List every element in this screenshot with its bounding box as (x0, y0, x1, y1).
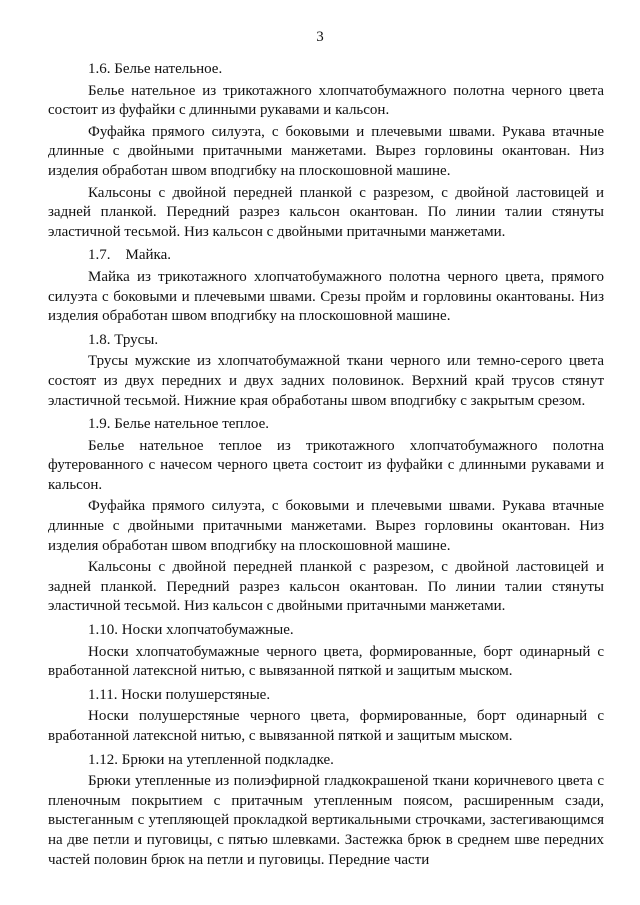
paragraph: Носки хлопчатобумажные черного цвета, формированные, борт одинарный с вработанной латексной нитью, с вывязанной пяткой и защитым мыском. (48, 643, 604, 680)
document-body (48, 56, 604, 870)
paragraph: Фуфайка прямого силуэта, с боковыми и плечевыми швами. Рукава втачные длинные с двойными притачными манжетами. Вырез горловины окантован. Низ изделия обработан швом вподгибку на плоскошовной машине. (48, 498, 604, 554)
paragraph: Носки полушерстяные черного цвета, формированные, борт одинарный с вработанной латексной нитью, с вывязанной пяткой и защитым мыском. (48, 708, 604, 744)
paragraph: Кальсоны с двойной передней планкой с разрезом, с двойной ластовицей и задней планкой. Передний разрез кальсон окантован. По линии талии стянуты эластичной тесьмой. Низ кальсон с двойными притачными манжетами. (48, 184, 604, 240)
section-heading: 1.11. Носки полушерстяные. (88, 686, 271, 703)
section-heading: 1.8. Трусы. (88, 331, 159, 348)
paragraph: Брюки утепленные из полиэфирной гладкокрашеной ткани коричневого цвета с пленочным покрытием с притачным утепленным поясом, расширенным сзади, выстеганным с утепляющей прокладкой вертикальными строчками, застегивающимся на две петли и пуговицы, с пятью шлевками. Застежка брюк в среднем шве передних частей половин брюк на петли и пуговицы. Передние части (48, 773, 604, 868)
paragraph: Кальсоны с двойной передней планкой с разрезом, с двойной ластовицей и задней планкой. Передний разрез кальсон окантован. По линии талии стянуты эластичной тесьмой. Низ кальсон с двойными притачными манжетами. (48, 559, 604, 615)
section-heading: 1.7. Майка. (88, 247, 171, 264)
section-heading: 1.9. Белье нательное теплое. (88, 416, 270, 433)
paragraph: Трусы мужские из хлопчатобумажной ткани черного или темно-серого цвета состоят из двух передних и двух задних половинок. Верхний край трусов стянут эластичной тесьмой. Нижние края обработаны швом вподгибку с закрытым срезом. (48, 353, 604, 409)
paragraph: Фуфайка прямого силуэта, с боковыми и плечевыми швами. Рукава втачные длинные с двойными притачными манжетами. Вырез горловины окантован. Низ изделия обработан швом вподгибку на плоскошовной машине. (48, 123, 604, 179)
page-number: 3 (316, 29, 324, 45)
section-heading: 1.6. Белье нательное. (88, 61, 223, 77)
paragraph: Белье нательное из трикотажного хлопчатобумажного полотна черного цвета состоит из фуфайки с длинными рукавами и кальсон. (48, 82, 604, 119)
section-heading: 1.10. Носки хлопчатобумажные. (88, 622, 294, 639)
paragraph: Белье нательное теплое из трикотажного хлопчатобумажного полотна футерованного с начесом черного цвета состоит из фуфайки с длинными рукавами и кальсон. (48, 437, 604, 493)
paragraph: Майка из трикотажного хлопчатобумажного полотна черного цвета, прямого силуэта с боковыми и плечевыми швами. Срезы пройм и горловины окантованы. Низ изделия обработан швом вподгибку на плоскошовной машине. (48, 268, 604, 325)
section-heading: 1.12. Брюки на утепленной подкладке. (88, 751, 334, 768)
